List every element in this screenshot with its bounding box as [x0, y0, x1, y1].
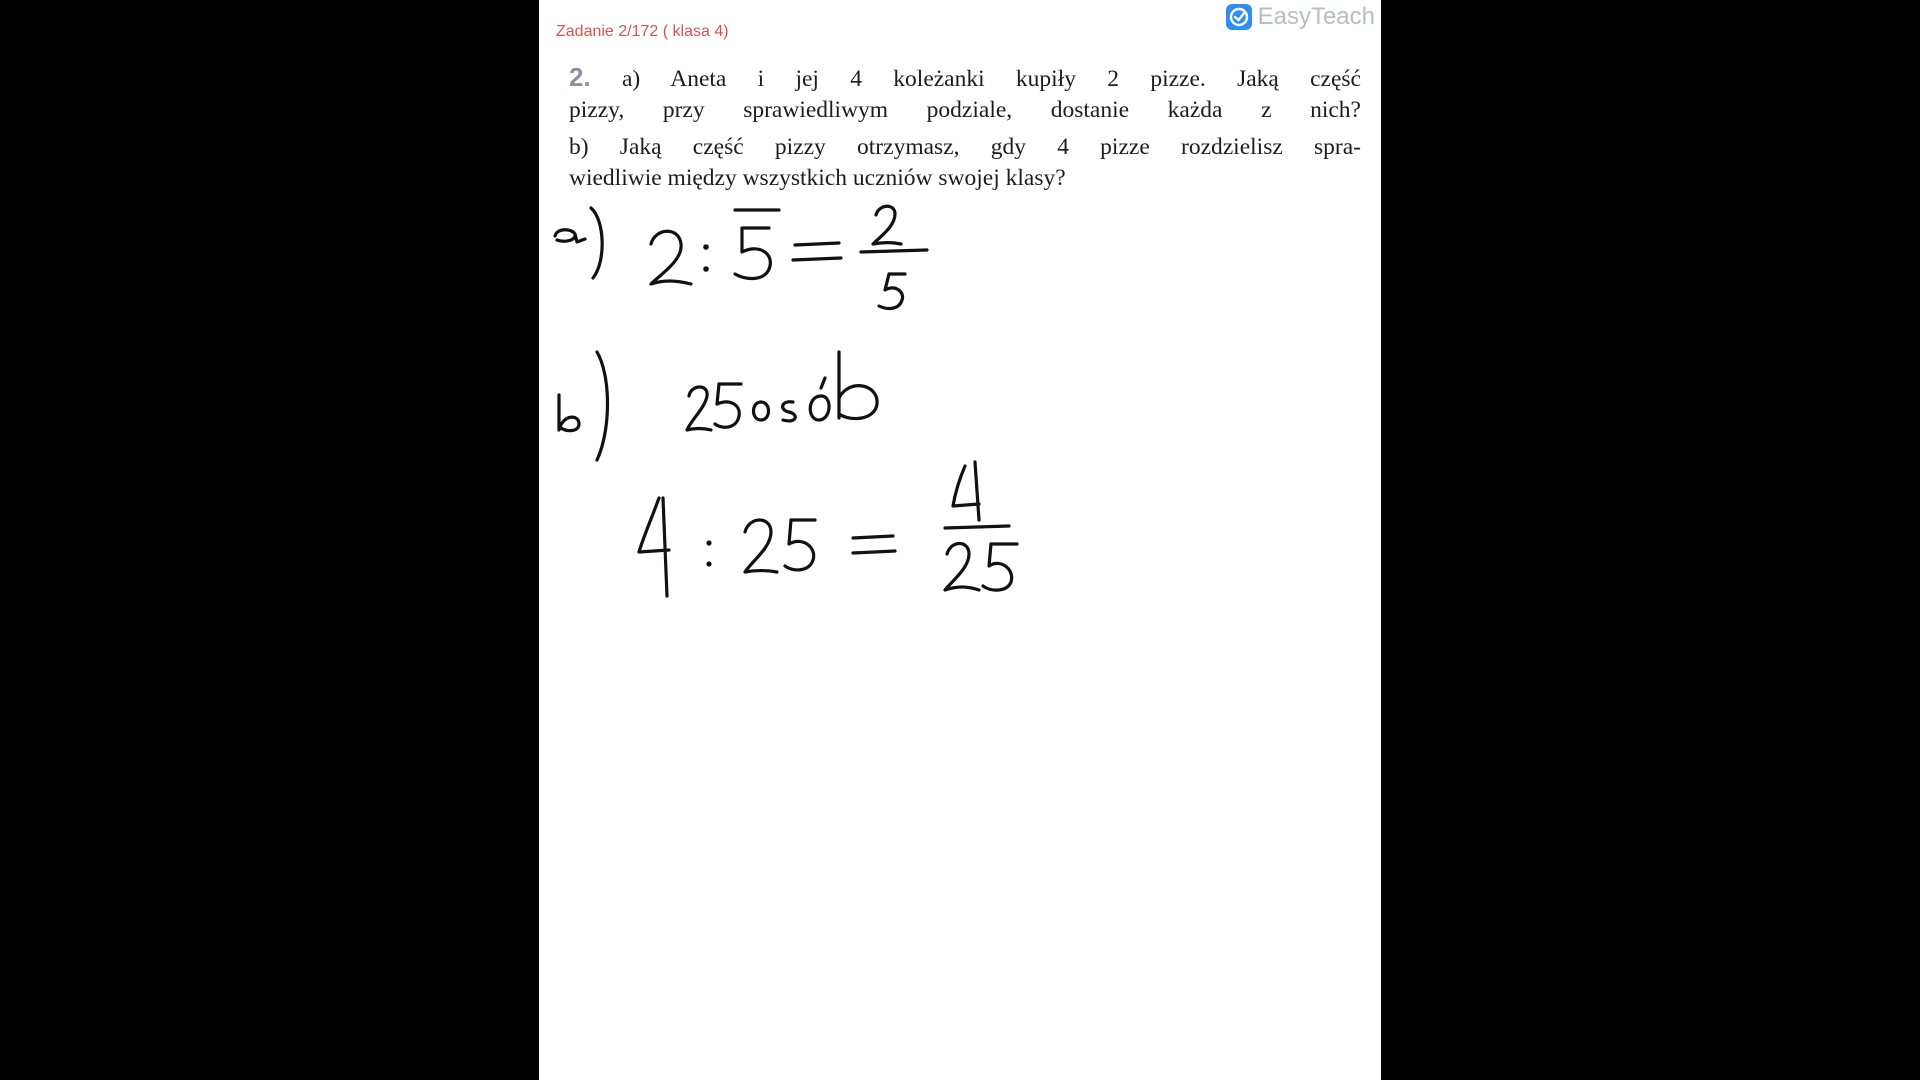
digit-4-stroke [639, 498, 669, 596]
hw-a-numerator: 2 [543, 1060, 544, 1061]
spacer-stroke [567, 392, 691, 410]
label-b-stroke [559, 395, 579, 431]
solution-part-a [555, 206, 927, 308]
colon-b-top [706, 540, 711, 545]
fraction-bar-a [861, 250, 927, 252]
hw-b-denominator: 25 [550, 1060, 552, 1061]
equals-bottom [793, 258, 841, 260]
problem-part-b-line1: b) Jaką część pizzy otrzymasz, gdy 4 pizze rozdzielisz spra- [569, 134, 1361, 160]
hw-a-label: a) [539, 1060, 540, 1061]
fraction-bar-b [945, 526, 1009, 528]
paren-b-stroke [597, 352, 608, 460]
digit-2b-stroke [687, 387, 711, 430]
equals-b-bottom [853, 551, 895, 553]
letter-o1-stroke [754, 402, 769, 420]
handwritten-solution [539, 0, 1381, 1080]
digit-2-stroke [651, 231, 691, 284]
digit-5b-stroke [715, 384, 741, 427]
digit-5c-stroke [785, 520, 815, 570]
colon-b-bottom [706, 561, 711, 566]
hw-a-expression: 2 : 5 = [540, 1060, 543, 1061]
problem-part-b-line2: wiedliwie między wszystkich uczniów swojej klasy? [569, 165, 1066, 191]
hw-a-denominator: 5 [544, 1060, 545, 1061]
digit-5-stroke [735, 228, 770, 279]
colon-dot-top [703, 244, 709, 250]
label-a-stroke [555, 230, 585, 242]
paren-a-stroke [591, 208, 602, 278]
handwriting-transcript [539, 1060, 1381, 1076]
task-header: Zadanie 2/172 ( klasa 4) [556, 23, 729, 40]
numerator-2-stroke [873, 206, 901, 244]
numerator-4-stroke [953, 462, 979, 520]
letter-s-stroke [783, 402, 796, 421]
problem-number: 2. [569, 62, 591, 92]
equals-b-top [853, 536, 893, 538]
colon-dot-bottom [703, 266, 709, 272]
hw-b-expression: 4 : 25 = [546, 1060, 550, 1061]
denominator-5-stroke-b [983, 544, 1017, 590]
digit-2c-stroke [745, 520, 777, 572]
denominator-2-stroke [945, 544, 979, 591]
part-a-line1-text: a) Aneta i jej 4 koleżanki kupiły 2 pizze. Jaką część [621, 66, 1361, 92]
letter-b-stroke [839, 352, 877, 419]
brand-name: EasyTeach [1257, 3, 1375, 30]
problem-part-a-line2: pizzy, przy sprawiedliwym podziale, dostanie każda z nich? [569, 97, 1361, 123]
hw-b-label: b) [544, 1060, 546, 1061]
worksheet-page [539, 0, 1381, 1080]
letter-o2-stroke [810, 378, 829, 420]
denominator-5-stroke [879, 274, 905, 308]
equals-top [795, 243, 839, 245]
solution-part-b [559, 352, 1017, 596]
hw-b-numerator: 4 [549, 1060, 551, 1061]
